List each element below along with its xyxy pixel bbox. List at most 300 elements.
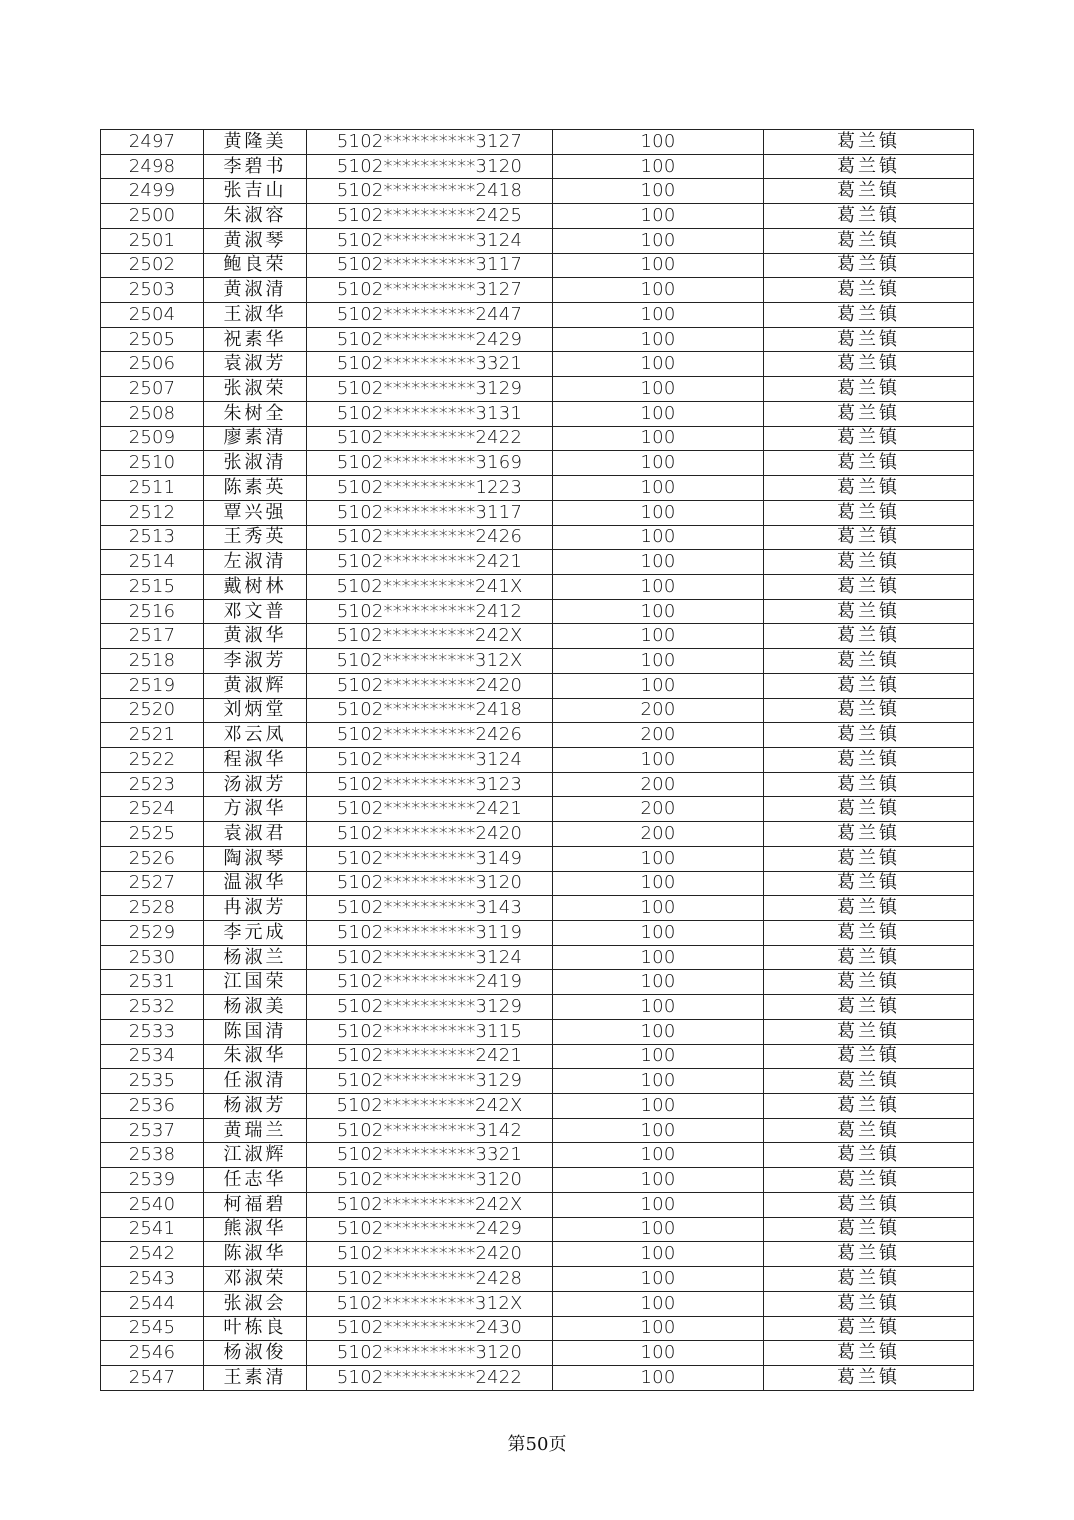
table-row <box>101 871 974 896</box>
amount-cell: 100 <box>553 327 764 352</box>
amount-cell: 100 <box>553 1341 764 1366</box>
id-number-cell: 5102**********3120 <box>307 1341 553 1366</box>
row-number-cell: 2504 <box>101 303 204 328</box>
town-name-cell: 葛兰镇 <box>764 822 974 847</box>
town-name-cell: 葛兰镇 <box>764 673 974 698</box>
person-name-cell: 廖素清 <box>204 426 307 451</box>
table-row <box>101 673 974 698</box>
person-name-cell: 袁淑芳 <box>204 352 307 377</box>
row-number-cell: 2539 <box>101 1168 204 1193</box>
row-number-cell: 2501 <box>101 228 204 253</box>
row-number-cell: 2500 <box>101 204 204 229</box>
town-name-cell: 葛兰镇 <box>764 624 974 649</box>
id-number-cell: 5102**********3123 <box>307 772 553 797</box>
town-name-cell: 葛兰镇 <box>764 1044 974 1069</box>
town-name-cell: 葛兰镇 <box>764 599 974 624</box>
row-number-cell: 2506 <box>101 352 204 377</box>
town-name-cell: 葛兰镇 <box>764 1069 974 1094</box>
table-row <box>101 451 974 476</box>
id-number-cell: 5102**********2420 <box>307 822 553 847</box>
table-row <box>101 1365 974 1390</box>
id-number-cell: 5102**********1223 <box>307 476 553 501</box>
row-number-cell: 2541 <box>101 1217 204 1242</box>
row-number-cell: 2547 <box>101 1365 204 1390</box>
town-name-cell: 葛兰镇 <box>764 1267 974 1292</box>
table-row <box>101 896 974 921</box>
amount-cell: 100 <box>553 204 764 229</box>
id-number-cell: 5102**********2421 <box>307 1044 553 1069</box>
table-row <box>101 1118 974 1143</box>
row-number-cell: 2527 <box>101 871 204 896</box>
table-row <box>101 945 974 970</box>
row-number-cell: 2512 <box>101 500 204 525</box>
amount-cell: 100 <box>553 871 764 896</box>
id-number-cell: 5102**********3120 <box>307 871 553 896</box>
person-name-cell: 陶淑琴 <box>204 846 307 871</box>
amount-cell: 100 <box>553 1044 764 1069</box>
town-name-cell: 葛兰镇 <box>764 1365 974 1390</box>
table-row <box>101 500 974 525</box>
town-name-cell: 葛兰镇 <box>764 377 974 402</box>
person-name-cell: 戴树林 <box>204 574 307 599</box>
id-number-cell: 5102**********2420 <box>307 1242 553 1267</box>
person-name-cell: 邓云凤 <box>204 723 307 748</box>
table-row <box>101 1192 974 1217</box>
town-name-cell: 葛兰镇 <box>764 970 974 995</box>
table-row <box>101 228 974 253</box>
id-number-cell: 5102**********3149 <box>307 846 553 871</box>
row-number-cell: 2530 <box>101 945 204 970</box>
row-number-cell: 2521 <box>101 723 204 748</box>
town-name-cell: 葛兰镇 <box>764 179 974 204</box>
page-number: 第50页 <box>507 1434 567 1455</box>
table-row <box>101 179 974 204</box>
amount-cell: 100 <box>553 747 764 772</box>
row-number-cell: 2529 <box>101 921 204 946</box>
id-number-cell: 5102**********2447 <box>307 303 553 328</box>
row-number-cell: 2536 <box>101 1094 204 1119</box>
table-row <box>101 822 974 847</box>
id-number-cell: 5102**********312X <box>307 649 553 674</box>
row-number-cell: 2498 <box>101 154 204 179</box>
town-name-cell: 葛兰镇 <box>764 253 974 278</box>
table-row <box>101 303 974 328</box>
town-name-cell: 葛兰镇 <box>764 1094 974 1119</box>
amount-cell: 100 <box>553 154 764 179</box>
person-name-cell: 张淑荣 <box>204 377 307 402</box>
id-number-cell: 5102**********3143 <box>307 896 553 921</box>
row-number-cell: 2522 <box>101 747 204 772</box>
id-number-cell: 5102**********2421 <box>307 797 553 822</box>
row-number-cell: 2534 <box>101 1044 204 1069</box>
table-row <box>101 253 974 278</box>
person-name-cell: 任志华 <box>204 1168 307 1193</box>
person-name-cell: 杨淑俊 <box>204 1341 307 1366</box>
person-name-cell: 黄淑辉 <box>204 673 307 698</box>
person-name-cell: 袁淑君 <box>204 822 307 847</box>
person-name-cell: 朱树全 <box>204 401 307 426</box>
person-name-cell: 程淑华 <box>204 747 307 772</box>
amount-cell: 200 <box>553 723 764 748</box>
amount-cell: 100 <box>553 1365 764 1390</box>
town-name-cell: 葛兰镇 <box>764 995 974 1020</box>
id-number-cell: 5102**********3129 <box>307 995 553 1020</box>
amount-cell: 100 <box>553 1094 764 1119</box>
row-number-cell: 2515 <box>101 574 204 599</box>
id-number-cell: 5102**********3142 <box>307 1118 553 1143</box>
table-row <box>101 1217 974 1242</box>
table-row <box>101 130 974 155</box>
id-number-cell: 5102**********2412 <box>307 599 553 624</box>
amount-cell: 100 <box>553 1267 764 1292</box>
amount-cell: 100 <box>553 599 764 624</box>
person-name-cell: 张吉山 <box>204 179 307 204</box>
amount-cell: 100 <box>553 451 764 476</box>
amount-cell: 100 <box>553 179 764 204</box>
person-name-cell: 黄淑华 <box>204 624 307 649</box>
id-number-cell: 5102**********3124 <box>307 747 553 772</box>
id-number-cell: 5102**********3117 <box>307 500 553 525</box>
amount-cell: 100 <box>553 1019 764 1044</box>
person-name-cell: 李碧书 <box>204 154 307 179</box>
amount-cell: 100 <box>553 426 764 451</box>
row-number-cell: 2520 <box>101 698 204 723</box>
row-number-cell: 2503 <box>101 278 204 303</box>
amount-cell: 100 <box>553 303 764 328</box>
amount-cell: 100 <box>553 896 764 921</box>
table-row <box>101 476 974 501</box>
row-number-cell: 2531 <box>101 970 204 995</box>
row-number-cell: 2497 <box>101 130 204 155</box>
town-name-cell: 葛兰镇 <box>764 772 974 797</box>
row-number-cell: 2519 <box>101 673 204 698</box>
person-name-cell: 左淑清 <box>204 550 307 575</box>
amount-cell: 100 <box>553 525 764 550</box>
amount-cell: 100 <box>553 1168 764 1193</box>
town-name-cell: 葛兰镇 <box>764 401 974 426</box>
row-number-cell: 2545 <box>101 1316 204 1341</box>
row-number-cell: 2528 <box>101 896 204 921</box>
town-name-cell: 葛兰镇 <box>764 451 974 476</box>
amount-cell: 100 <box>553 1118 764 1143</box>
person-name-cell: 刘炳堂 <box>204 698 307 723</box>
id-number-cell: 5102**********2430 <box>307 1316 553 1341</box>
person-name-cell: 覃兴强 <box>204 500 307 525</box>
id-number-cell: 5102**********3321 <box>307 352 553 377</box>
id-number-cell: 5102**********3127 <box>307 130 553 155</box>
table-row <box>101 1291 974 1316</box>
person-name-cell: 朱淑华 <box>204 1044 307 1069</box>
table-row <box>101 698 974 723</box>
table-row <box>101 747 974 772</box>
town-name-cell: 葛兰镇 <box>764 154 974 179</box>
table-row <box>101 204 974 229</box>
town-name-cell: 葛兰镇 <box>764 945 974 970</box>
amount-cell: 200 <box>553 822 764 847</box>
table-row <box>101 599 974 624</box>
row-number-cell: 2542 <box>101 1242 204 1267</box>
person-name-cell: 杨淑芳 <box>204 1094 307 1119</box>
person-name-cell: 熊淑华 <box>204 1217 307 1242</box>
amount-cell: 100 <box>553 1242 764 1267</box>
table-row <box>101 1143 974 1168</box>
id-number-cell: 5102**********2426 <box>307 525 553 550</box>
id-number-cell: 5102**********312X <box>307 1291 553 1316</box>
table-row <box>101 797 974 822</box>
person-name-cell: 邓淑荣 <box>204 1267 307 1292</box>
person-name-cell: 王淑华 <box>204 303 307 328</box>
id-number-cell: 5102**********3127 <box>307 278 553 303</box>
person-name-cell: 汤淑芳 <box>204 772 307 797</box>
row-number-cell: 2508 <box>101 401 204 426</box>
town-name-cell: 葛兰镇 <box>764 1242 974 1267</box>
town-name-cell: 葛兰镇 <box>764 327 974 352</box>
person-name-cell: 叶栋良 <box>204 1316 307 1341</box>
town-name-cell: 葛兰镇 <box>764 228 974 253</box>
row-number-cell: 2499 <box>101 179 204 204</box>
person-name-cell: 冉淑芳 <box>204 896 307 921</box>
subsidy-table <box>100 129 974 1391</box>
id-number-cell: 5102**********2429 <box>307 1217 553 1242</box>
id-number-cell: 5102**********2422 <box>307 1365 553 1390</box>
table-row <box>101 649 974 674</box>
id-number-cell: 5102**********242X <box>307 1094 553 1119</box>
id-number-cell: 5102**********2426 <box>307 723 553 748</box>
amount-cell: 100 <box>553 945 764 970</box>
row-number-cell: 2544 <box>101 1291 204 1316</box>
town-name-cell: 葛兰镇 <box>764 352 974 377</box>
person-name-cell: 王素清 <box>204 1365 307 1390</box>
town-name-cell: 葛兰镇 <box>764 476 974 501</box>
town-name-cell: 葛兰镇 <box>764 550 974 575</box>
row-number-cell: 2507 <box>101 377 204 402</box>
table-row <box>101 624 974 649</box>
person-name-cell: 张淑清 <box>204 451 307 476</box>
person-name-cell: 陈素英 <box>204 476 307 501</box>
id-number-cell: 5102**********2428 <box>307 1267 553 1292</box>
amount-cell: 100 <box>553 253 764 278</box>
town-name-cell: 葛兰镇 <box>764 1192 974 1217</box>
row-number-cell: 2538 <box>101 1143 204 1168</box>
amount-cell: 100 <box>553 500 764 525</box>
row-number-cell: 2537 <box>101 1118 204 1143</box>
id-number-cell: 5102**********3124 <box>307 228 553 253</box>
amount-cell: 200 <box>553 797 764 822</box>
town-name-cell: 葛兰镇 <box>764 871 974 896</box>
row-number-cell: 2533 <box>101 1019 204 1044</box>
amount-cell: 100 <box>553 1316 764 1341</box>
person-name-cell: 方淑华 <box>204 797 307 822</box>
row-number-cell: 2535 <box>101 1069 204 1094</box>
town-name-cell: 葛兰镇 <box>764 525 974 550</box>
table-row <box>101 1094 974 1119</box>
town-name-cell: 葛兰镇 <box>764 1143 974 1168</box>
person-name-cell: 陈淑华 <box>204 1242 307 1267</box>
id-number-cell: 5102**********3115 <box>307 1019 553 1044</box>
table-row <box>101 970 974 995</box>
person-name-cell: 黄隆美 <box>204 130 307 155</box>
id-number-cell: 5102**********2419 <box>307 970 553 995</box>
person-name-cell: 朱淑容 <box>204 204 307 229</box>
table-row <box>101 1168 974 1193</box>
town-name-cell: 葛兰镇 <box>764 426 974 451</box>
amount-cell: 100 <box>553 401 764 426</box>
town-name-cell: 葛兰镇 <box>764 896 974 921</box>
id-number-cell: 5102**********242X <box>307 1192 553 1217</box>
town-name-cell: 葛兰镇 <box>764 797 974 822</box>
table-row <box>101 154 974 179</box>
row-number-cell: 2516 <box>101 599 204 624</box>
town-name-cell: 葛兰镇 <box>764 500 974 525</box>
row-number-cell: 2543 <box>101 1267 204 1292</box>
table-row <box>101 574 974 599</box>
id-number-cell: 5102**********2425 <box>307 204 553 229</box>
amount-cell: 100 <box>553 1217 764 1242</box>
person-name-cell: 李淑芳 <box>204 649 307 674</box>
id-number-cell: 5102**********242X <box>307 624 553 649</box>
amount-cell: 100 <box>553 1143 764 1168</box>
town-name-cell: 葛兰镇 <box>764 698 974 723</box>
table-row <box>101 327 974 352</box>
table-row <box>101 550 974 575</box>
table-row <box>101 1242 974 1267</box>
amount-cell: 100 <box>553 476 764 501</box>
row-number-cell: 2513 <box>101 525 204 550</box>
id-number-cell: 5102**********2418 <box>307 179 553 204</box>
amount-cell: 100 <box>553 995 764 1020</box>
person-name-cell: 杨淑美 <box>204 995 307 1020</box>
amount-cell: 100 <box>553 1069 764 1094</box>
row-number-cell: 2546 <box>101 1341 204 1366</box>
row-number-cell: 2517 <box>101 624 204 649</box>
town-name-cell: 葛兰镇 <box>764 303 974 328</box>
row-number-cell: 2510 <box>101 451 204 476</box>
id-number-cell: 5102**********3117 <box>307 253 553 278</box>
town-name-cell: 葛兰镇 <box>764 1168 974 1193</box>
town-name-cell: 葛兰镇 <box>764 649 974 674</box>
person-name-cell: 张淑会 <box>204 1291 307 1316</box>
person-name-cell: 黄淑琴 <box>204 228 307 253</box>
person-name-cell: 鲍良荣 <box>204 253 307 278</box>
id-number-cell: 5102**********3120 <box>307 154 553 179</box>
person-name-cell: 黄瑞兰 <box>204 1118 307 1143</box>
town-name-cell: 葛兰镇 <box>764 1341 974 1366</box>
id-number-cell: 5102**********2420 <box>307 673 553 698</box>
town-name-cell: 葛兰镇 <box>764 278 974 303</box>
person-name-cell: 黄淑清 <box>204 278 307 303</box>
id-number-cell: 5102**********3169 <box>307 451 553 476</box>
table-row <box>101 401 974 426</box>
id-number-cell: 5102**********2418 <box>307 698 553 723</box>
id-number-cell: 5102**********241X <box>307 574 553 599</box>
id-number-cell: 5102**********3129 <box>307 377 553 402</box>
amount-cell: 200 <box>553 772 764 797</box>
table-row <box>101 1069 974 1094</box>
table-row <box>101 995 974 1020</box>
town-name-cell: 葛兰镇 <box>764 747 974 772</box>
town-name-cell: 葛兰镇 <box>764 1316 974 1341</box>
town-name-cell: 葛兰镇 <box>764 1291 974 1316</box>
person-name-cell: 邓文普 <box>204 599 307 624</box>
id-number-cell: 5102**********2429 <box>307 327 553 352</box>
table-row <box>101 1044 974 1069</box>
table-row <box>101 1341 974 1366</box>
amount-cell: 100 <box>553 846 764 871</box>
row-number-cell: 2505 <box>101 327 204 352</box>
id-number-cell: 5102**********2422 <box>307 426 553 451</box>
town-name-cell: 葛兰镇 <box>764 1118 974 1143</box>
town-name-cell: 葛兰镇 <box>764 204 974 229</box>
amount-cell: 100 <box>553 1291 764 1316</box>
row-number-cell: 2524 <box>101 797 204 822</box>
row-number-cell: 2514 <box>101 550 204 575</box>
row-number-cell: 2526 <box>101 846 204 871</box>
table-row <box>101 525 974 550</box>
row-number-cell: 2540 <box>101 1192 204 1217</box>
person-name-cell: 祝素华 <box>204 327 307 352</box>
table-row <box>101 1019 974 1044</box>
table-row <box>101 1267 974 1292</box>
table-body <box>101 130 974 1391</box>
id-number-cell: 5102**********2421 <box>307 550 553 575</box>
row-number-cell: 2523 <box>101 772 204 797</box>
person-name-cell: 任淑清 <box>204 1069 307 1094</box>
row-number-cell: 2525 <box>101 822 204 847</box>
table-row <box>101 1316 974 1341</box>
table-row <box>101 352 974 377</box>
amount-cell: 200 <box>553 698 764 723</box>
person-name-cell: 陈国清 <box>204 1019 307 1044</box>
amount-cell: 100 <box>553 550 764 575</box>
amount-cell: 100 <box>553 278 764 303</box>
town-name-cell: 葛兰镇 <box>764 1217 974 1242</box>
row-number-cell: 2518 <box>101 649 204 674</box>
amount-cell: 100 <box>553 1192 764 1217</box>
table-row <box>101 846 974 871</box>
person-name-cell: 江国荣 <box>204 970 307 995</box>
id-number-cell: 5102**********3124 <box>307 945 553 970</box>
id-number-cell: 5102**********3119 <box>307 921 553 946</box>
table-row <box>101 772 974 797</box>
row-number-cell: 2509 <box>101 426 204 451</box>
town-name-cell: 葛兰镇 <box>764 921 974 946</box>
table-row <box>101 377 974 402</box>
amount-cell: 100 <box>553 574 764 599</box>
amount-cell: 100 <box>553 624 764 649</box>
table-row <box>101 723 974 748</box>
table-row <box>101 921 974 946</box>
person-name-cell: 柯福碧 <box>204 1192 307 1217</box>
person-name-cell: 王秀英 <box>204 525 307 550</box>
amount-cell: 100 <box>553 649 764 674</box>
amount-cell: 100 <box>553 673 764 698</box>
row-number-cell: 2502 <box>101 253 204 278</box>
table-row <box>101 426 974 451</box>
amount-cell: 100 <box>553 921 764 946</box>
town-name-cell: 葛兰镇 <box>764 130 974 155</box>
id-number-cell: 5102**********3129 <box>307 1069 553 1094</box>
person-name-cell: 李元成 <box>204 921 307 946</box>
amount-cell: 100 <box>553 377 764 402</box>
row-number-cell: 2511 <box>101 476 204 501</box>
amount-cell: 100 <box>553 228 764 253</box>
person-name-cell: 温淑华 <box>204 871 307 896</box>
table-row <box>101 278 974 303</box>
person-name-cell: 江淑辉 <box>204 1143 307 1168</box>
amount-cell: 100 <box>553 130 764 155</box>
person-name-cell: 杨淑兰 <box>204 945 307 970</box>
amount-cell: 100 <box>553 352 764 377</box>
